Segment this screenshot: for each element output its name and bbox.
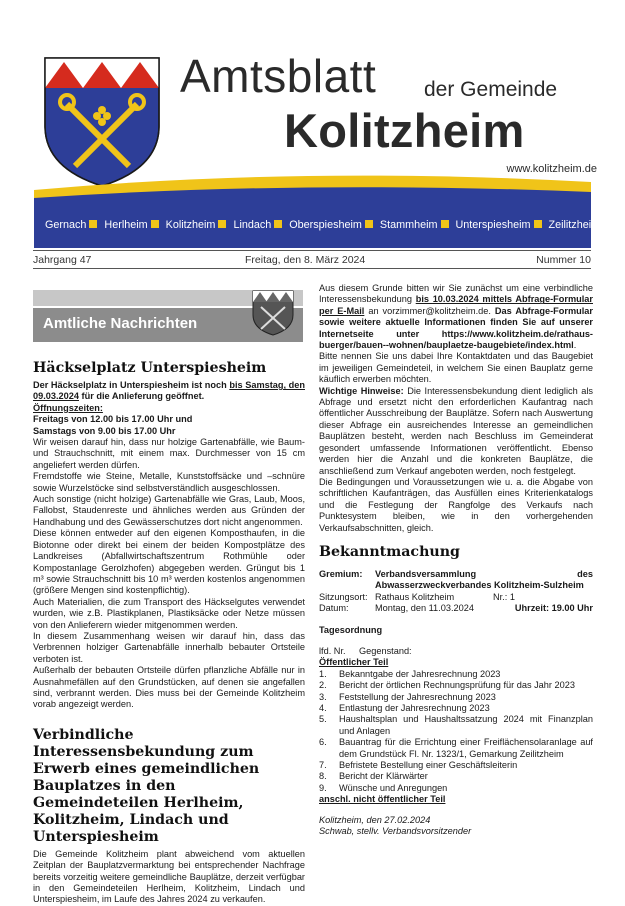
opening-hours-label: Öffnungszeiten:: [33, 402, 103, 413]
agenda-item-text: Bauantrag für die Errichtung einer Freiflächensolaranlage auf dem Grundstück Fl. Nr. 1323/1, Gemarkung Zeilitzheim: [339, 737, 593, 759]
agenda-col-number: lfd. Nr.: [319, 645, 346, 656]
section-banner-title: Amtliche Nachrichten: [43, 315, 198, 332]
opening-hours-friday: Freitags von 12.00 bis 17.00 Uhr und: [33, 414, 193, 425]
masthead-title-suffix: der Gemeinde: [424, 78, 558, 101]
bullet-square-icon: [274, 220, 282, 228]
agenda-item-number: 5.: [319, 714, 327, 725]
nonpublic-section-label: anschl. nicht öffentlicher Teil: [319, 794, 446, 805]
agenda-col-subject: Gegenstand:: [359, 645, 412, 656]
agenda-item-text: Bekanntgabe der Jahresrechnung 2023: [339, 668, 501, 679]
agenda-item-text: Bericht der Klärwärter: [339, 771, 428, 782]
paragraph: Die Bedingungen und Voraussetzungen wie u. a. die Abgabe von schriftlichen Kaufanträgen, das Ausfüllen eines Kriterienkatalogs und die Festlegung der Rangfolge des Verkaufs nach Punktesystem bleiben, wie in den vorhergehenden Verkaufsabschnitten, gleich.: [319, 476, 593, 533]
town-name: Herlheim: [104, 219, 148, 231]
paragraph: Außerhalb der bebauten Ortsteile dürfen pflanzliche Abfälle nur in Ausnahmefällen auf den Grundstücken, auf denen sie angefallen sind, verbrannt werden. Dies muss bei der Gemeinde Kolitzheim vorab angezeigt werden.: [33, 665, 305, 710]
website-info: Das Abfrage-Formular sowie weitere aktuelle Informationen finden Sie auf unserer Internetseite unter https://www.kolitzheim.de/rathaus-buerger/bauen--wohnen/bauplaetze-baugebiete/index.html: [319, 305, 593, 351]
datum-value: Montag, den 11.03.2024: [375, 603, 474, 614]
uhrzeit: Uhrzeit: 19.00 Uhr: [514, 603, 593, 614]
divider: [33, 250, 591, 251]
signature-name: Schwab, stellv. Verbandsvorsitzender: [319, 826, 472, 837]
issue-number: Nummer 10: [536, 254, 591, 266]
paragraph: Bitte nennen Sie uns dabei Ihre Kontaktdaten und das Baugebiet im jeweiligen Gemeindeteil, in welchem Sie einen Bauplatz gerne käuflich erwerben möchten.: [319, 351, 593, 385]
masthead-website: www.kolitzheim.de: [506, 163, 597, 175]
public-section-label: Öffentlicher Teil: [319, 657, 389, 668]
agenda-item: [319, 771, 593, 782]
agenda-heading: Tagesordnung: [319, 624, 383, 635]
agenda-item-text: Befristete Bestellung einer Geschäftsleiterin: [339, 760, 518, 771]
sitzungsort-label: Sitzungsort:: [319, 591, 368, 602]
punctuation: .: [573, 340, 577, 351]
agenda-item-number: 7.: [319, 760, 327, 771]
town-list: [45, 219, 601, 231]
left-column: [33, 360, 305, 906]
notice-label: Wichtige Hinweise:: [319, 385, 404, 396]
agenda-item-number: 2.: [319, 680, 327, 691]
bullet-square-icon: [441, 220, 449, 228]
municipal-seal-icon: [251, 289, 295, 337]
municipal-coat-of-arms: [43, 56, 161, 188]
agenda-item-text: Entlastung der Jahresrechnung 2023: [339, 703, 490, 713]
gremium-value: Verbandsversammlung des Abwasserzweckverbandes Kolitzheim-Sulzheim: [375, 568, 593, 591]
paragraph: Wir weisen darauf hin, dass nur holzige Gartenabfälle, wie Baum- und Strauchschnitt, mit einem max. Durchmesser von 15 cm angeliefert werden dürfen.: [33, 437, 305, 470]
agenda-item-text: Haushaltsplan und Haushaltssatzung 2024 mit Finanzplan und Anlagen: [339, 714, 593, 736]
paragraph: In diesem Zusammenhang weisen wir darauf hin, dass das Verbrennen holziger Gartenabfälle innerhalb bebauter Ortsteile verboten ist.: [33, 630, 305, 664]
paragraph: Auch Materialien, die zum Transport des Häckselgutes verwendet wurden, wie z.B. Plastikplanen, Plastiksäcke oder Netze müssen von den Anlieferern wieder mitgenommen werden.: [33, 596, 305, 630]
town-name: Lindach: [233, 219, 272, 231]
lead-text: für die Anlieferung geöffnet.: [78, 391, 205, 402]
article-heading-haeckselplatz: Häckselplatz Unterspiesheim: [33, 360, 267, 376]
agenda-item-number: 8.: [319, 771, 327, 782]
sitzung-nummer: Nr.: 1: [493, 591, 515, 602]
agenda-item-text: Bericht der örtlichen Rechnungsprüfung für das Jahr 2023: [339, 680, 575, 691]
gremium-label: Gremium:: [319, 568, 363, 579]
article-heading-bekanntmachung: Bekanntmachung: [319, 543, 460, 560]
datum-label: Datum:: [319, 603, 349, 614]
lead-text: Der Häckselplatz in Unterspiesheim ist noch: [33, 380, 230, 390]
town-name: Gernach: [45, 219, 87, 231]
agenda-item-number: 1.: [319, 668, 327, 679]
agenda-item-number: 9.: [319, 782, 327, 793]
signature-place-date: Kolitzheim, den 27.02.2024: [319, 814, 431, 825]
agenda-item-text: Feststellung der Jahresrechnung 2023: [339, 691, 496, 702]
agenda-item-text: Wünsche und Anregungen: [339, 782, 448, 793]
paragraph: Auch sonstige (nicht holzige) Gartenabfälle wie Gras, Laub, Moos, Fallobst, Staudenreste und ähnliches werden aus Gründen der Handhabung und des Gewässerschutzes dort nicht angenommen.: [33, 494, 305, 527]
bullet-square-icon: [89, 220, 97, 228]
divider: [33, 268, 591, 269]
agenda-item: [319, 669, 593, 680]
deadline-text: bis 10.03.2024 mittels Abfrage-Formular per E-Mail: [319, 294, 593, 316]
masthead-title-amtsblatt: Amtsblatt: [180, 50, 377, 102]
paragraph: Diese können entweder auf den eigenen Komposthaufen, in die Biotonne oder direkt bei einem der beiden Kompostplätze des Landkreises (Abfallwirtschaftszentrum Rothmühle oder Kompostanlage Gerolzhofen) abgegeben werden. Grüngut bis 1 m³ sowie Strauchschnitt bis 10 m³ werden kostenlos angenommen (größere Mengen sind kostenpflichtig).: [33, 528, 305, 596]
agenda-item: [319, 760, 593, 771]
agenda-item: [319, 783, 593, 794]
agenda-item: [319, 680, 593, 691]
bullet-square-icon: [534, 220, 542, 228]
right-column: [319, 283, 593, 837]
agenda-item: [319, 737, 593, 760]
issue-date: Freitag, den 8. März 2024: [245, 254, 366, 266]
agenda-item: [319, 703, 593, 714]
masthead-title-kolitzheim: Kolitzheim: [284, 104, 525, 157]
bullet-square-icon: [365, 220, 373, 228]
paragraph: Die Interessensbekundung dient lediglich als Abfrage und ersetzt nicht den erforderlichen Kaufantrag nach öffentlicher Ausschreibung der Bauplätze. Sofern nach Auswertung dieser Abfrage ein ausreichendes Interesse an gemeindlichen Bauplätzen besteht, werden nach Beschluss im Gemeinderat gesondert umfassende Informationen veröffentlicht. Ebenso werden hier die Anzahl und die konkreten Bauplätze, die anschließend zum Verkauf angeboten werden, noch festgelegt.: [319, 385, 593, 476]
lead-date: bis Samstag, den 09.03.2024: [33, 380, 305, 402]
town-name: Unterspiesheim: [455, 219, 531, 231]
bullet-square-icon: [151, 220, 159, 228]
bullet-square-icon: [218, 220, 226, 228]
agenda-item: [319, 692, 593, 703]
article-heading-bauplatz: Verbindliche Interessensbekundung zum Erwerb eines gemeindlichen Bauplatzes in den Gemeindeteilen Herlheim, Kolitzheim, Lindach und Unterspiesheim: [33, 726, 260, 845]
agenda-item-number: 4.: [319, 703, 327, 713]
agenda-item: [319, 714, 593, 737]
agenda-item-number: 6.: [319, 737, 327, 748]
paragraph: Aus diesem Grunde bitten wir Sie zunächst um eine verbindliche Interessensbekundung: [319, 283, 593, 305]
town-name: Oberspiesheim: [289, 219, 362, 231]
sitzungsort-value: Rathaus Kolitzheim: [375, 591, 455, 602]
issue-volume: Jahrgang 47: [33, 254, 92, 266]
agenda-item-number: 3.: [319, 691, 327, 702]
town-name: Stammheim: [379, 219, 438, 231]
paragraph: Fremdstoffe wie Steine, Metalle, Kunststoffsäcke und –schnüre sowie Wurzelstöcke sind selbstverständlich ausgeschlossen.: [33, 471, 305, 493]
email-text: an vorzimmer@kolitzheim.de.: [364, 305, 495, 316]
opening-hours-saturday: Samstags von 9.00 bis 17.00 Uhr: [33, 425, 176, 436]
town-name: Zeilitzheim: [548, 219, 601, 231]
paragraph: Die Gemeinde Kolitzheim plant abweichend vom aktuellen Zeitplan der Bauplatzvermarktung bei entsprechender Nachfrage bereits vorzeitig weitere gemeindliche Bauplätze, derzeit verfügbar in den Gemeindeteilen Herlheim, Kolitzheim, Lindach und Unterspiesheim, im Laufe des Jahres 2024 zu verkaufen.: [33, 848, 305, 905]
town-name: Kolitzheim: [165, 219, 216, 231]
